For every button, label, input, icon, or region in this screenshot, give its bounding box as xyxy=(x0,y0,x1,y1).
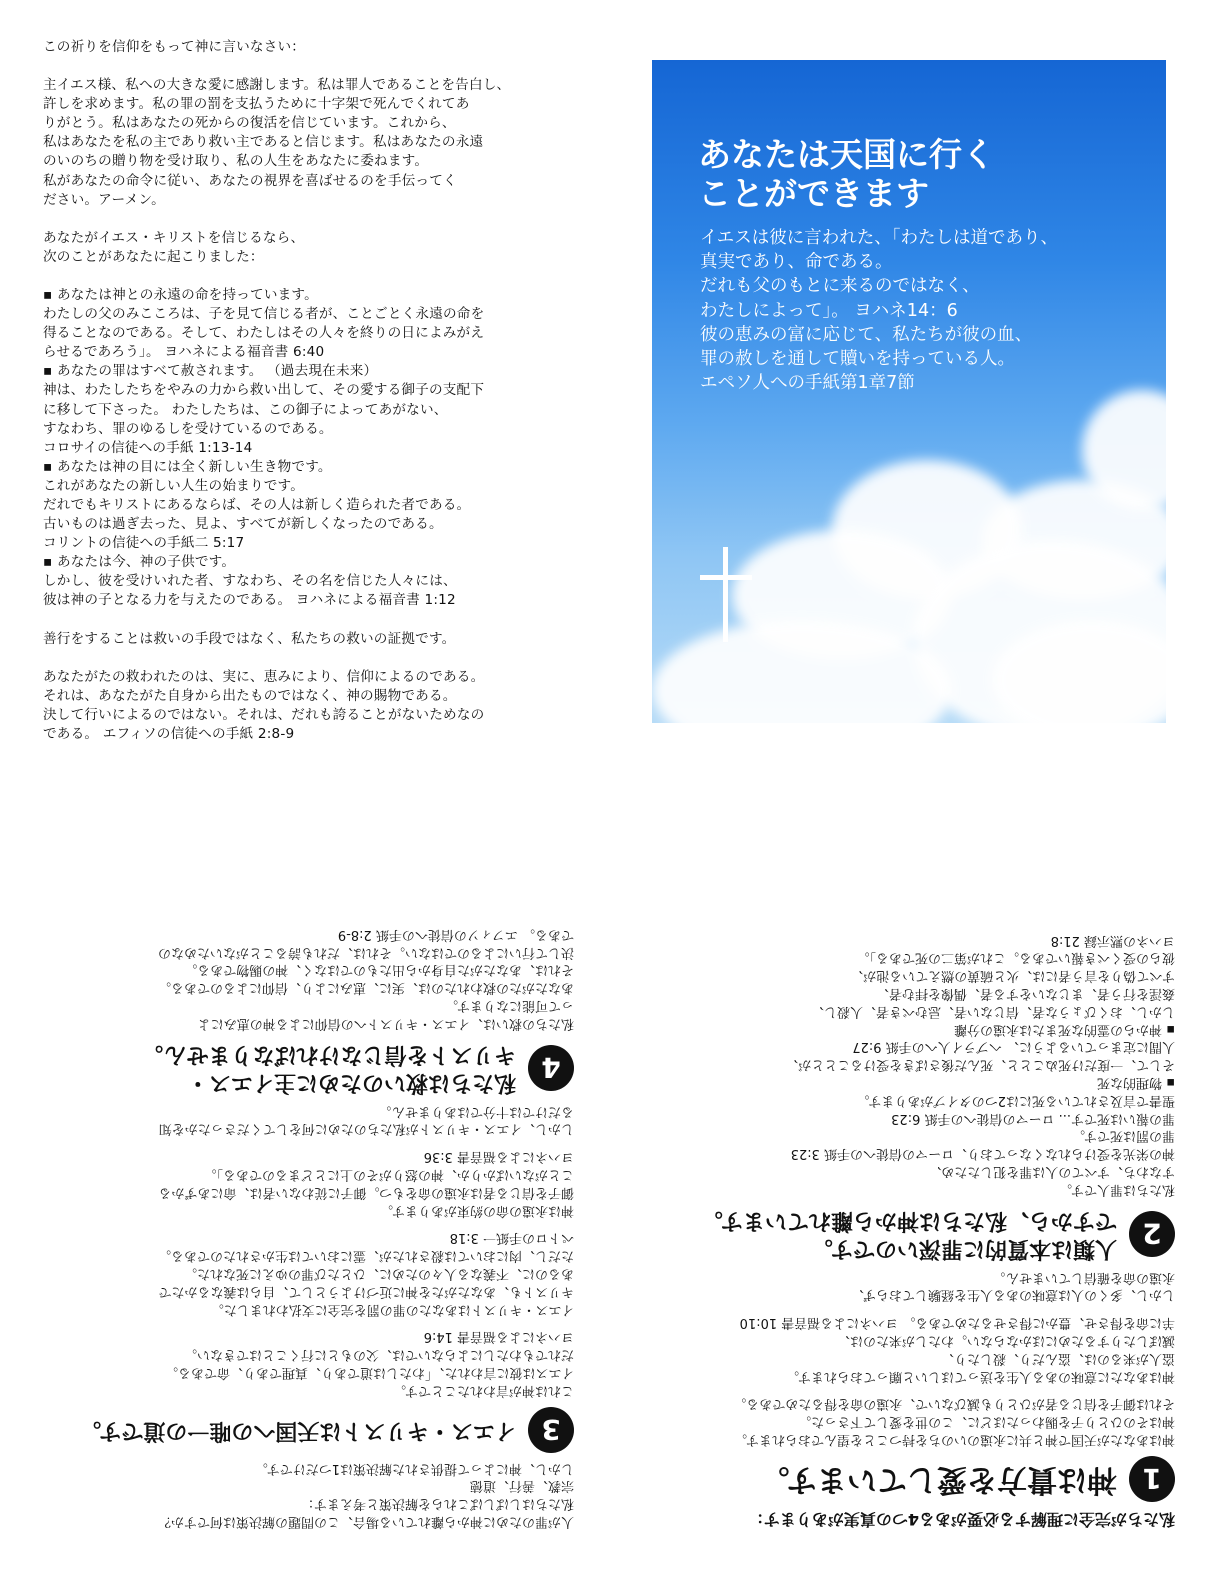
section-4-header xyxy=(44,1040,574,1096)
blessing-heading: ▪ あなたは神との永遠の命を持っています。 xyxy=(43,286,613,305)
blessing-line: しかし、彼を受けいれた者、すなわち、その名を信じた人々には、 xyxy=(43,573,457,590)
section-line: ヨハネの黙示録 21:8 xyxy=(1050,932,1175,948)
section-3-header xyxy=(44,1407,574,1453)
section-title: 神は貴方を愛しています。 xyxy=(759,1462,1117,1497)
prayer-line: 許しを求めます。私の罪の罰を支払うために十字架で死んでくれてあ xyxy=(43,96,470,113)
section-2-header xyxy=(620,1206,1175,1262)
panel-truths-1-2 xyxy=(620,790,1175,1530)
prayer-line: 私はあなたを私の主であり救い主であると信じます。私はあなたの永遠 xyxy=(43,134,484,151)
section-line: すなわち、すべての人は罪を犯したため、 xyxy=(928,1164,1175,1180)
section-line: 滅ぼしたりするためにほかならない。わたしが来たのは、 xyxy=(836,1333,1175,1349)
section-line: 人間に定まっているように、 ヘブライ人への手紙 9:27 xyxy=(852,1039,1175,1055)
section-line: 羊に命を得させ、豊かに得させるためである。 ヨハネによる福音書 10:10 xyxy=(739,1315,1175,1331)
cover-verse-line: イエスは彼に言われた、「わたしは道であり、 xyxy=(700,228,1059,248)
blessing-line: これがあなたの新しい人生の始まりです。 xyxy=(43,477,304,494)
blessing-heading: ▪ あなたは今、神の子供です。 xyxy=(43,553,613,572)
section-line: 御子を信じる者は永遠の命をもつ。御子に従わない者は、命にあずかる xyxy=(158,1184,574,1200)
cover-headline xyxy=(698,135,995,213)
section-line: 神はあなたに意味のある人生を送ってほしいと願っておられます。 xyxy=(786,1368,1175,1384)
section-line: しかし、イエス・キリストが私たちのために何をしてくださったかを知 xyxy=(158,1121,574,1137)
prayer-line: 私があなたの命令に従い、あなたの視界を喜ばせるのを手伝ってく xyxy=(43,172,457,189)
blessing-line: 神は、わたしたちをやみの力から救い出して、その愛する御子の支配下 xyxy=(43,382,485,399)
section-line: 神はそのひとり子を賜わったほどに、この世を愛して下さった。 xyxy=(798,1414,1175,1430)
cover-verse-line: 真実であり、命である。 xyxy=(700,252,893,273)
section-line: すべて偽りを言う者には、火と硫黄の燃えている池が、 xyxy=(850,968,1175,984)
section-line: これは神が言われたことです。 xyxy=(393,1382,574,1398)
section-line: 神は永遠の命の約束があります。 xyxy=(380,1202,574,1218)
section-line: 姦淫を行う者、まじないをする者、偶像を拝む者、 xyxy=(875,986,1175,1002)
section-line: 聖書で言及されている死には2つのタイプがあります。 xyxy=(856,1092,1175,1108)
section-number-badge: 1 xyxy=(1129,1456,1175,1502)
section-title: ですから、私たちは神から離れています。 xyxy=(700,1207,1117,1233)
section-line: 彼らの受くべき報いである。これが第二の死である」。 xyxy=(856,950,1175,966)
prayer-line: のいのちの贈り物を受け取り、私の人生をあなたに委ねます。 xyxy=(43,153,429,170)
cover-verse-line: だれも父のもとに来るのではなく、 xyxy=(700,276,980,297)
blessing-line: だれでもキリストにあるならば、その人は新しく造られた者である。 xyxy=(43,496,471,513)
section-line: 宗教、善行、道徳 xyxy=(469,1478,574,1494)
section-line: だれでもわたしによらないでは、父のもとに行くことはできない。 xyxy=(183,1347,574,1363)
section-line: ただし、肉においては殺されたが、霊においては生かされたのである。 xyxy=(157,1248,574,1264)
section-line: 私たちは罪人です。 xyxy=(1059,1181,1175,1197)
prayer-section xyxy=(43,38,613,744)
cover-verse-line: 彼の恵みの富に応じて、私たちが彼の血、 xyxy=(700,324,1033,345)
section-line: ペトロの手紙一 3:18 xyxy=(449,1230,574,1246)
section-title: 人類は本質的に罪深いのです。 xyxy=(810,1235,1117,1261)
blessing-line: コロサイの信徒への手紙 1:13-14 xyxy=(43,439,253,456)
section-1-header xyxy=(620,1456,1175,1502)
section-line: ヨハネによる福音書 14:6 xyxy=(423,1329,574,1345)
section-line: それは、あなたがた自身から出たものではなく、神の賜物である。 xyxy=(184,962,574,978)
cover-verse-line: 罪の赦しを通して贖いを持っている人。 xyxy=(700,349,1015,370)
saved-line: あなたがたの救われたのは、実に、恵みにより、信仰によるのである。 xyxy=(43,668,485,685)
prayer-line: ださい。アーメン。 xyxy=(43,191,165,208)
saved-line: それは、あなたがた自身から出たものではなく、神の賜物である。 xyxy=(43,687,457,704)
believe-line: あなたがイエス・キリストを信じるなら、 xyxy=(43,229,305,246)
section-line: 決して行いによるのではない。それは、だれも誇ることがないためなの xyxy=(157,944,574,960)
section-line: ▪ 物理的な死 xyxy=(1097,1075,1175,1091)
panel-intro: 私たちが完全に理解する必要がある4つの真実があります： xyxy=(747,1510,1175,1529)
blessing-line: わたしの父のみこころは、子を見て信じる者が、ことごとく永遠の命を xyxy=(43,306,485,323)
prayer-line: りがとう。私はあなたの死からの復活を信じています。これから、 xyxy=(43,115,456,132)
section-line: るだけでは十分ではありません。 xyxy=(378,1103,574,1119)
cover-verse-line: エペソ人への手紙第1章7節 xyxy=(700,373,915,394)
section-line: である。 エフィソの信徒への手紙 2:8-9 xyxy=(337,926,574,942)
section-line: イエスは彼に言われた、「わたしは道であり、真理であり、命である。 xyxy=(165,1365,574,1381)
section-line: しかし、おくびょうな者、信じない者、忌むべき者、人殺し、 xyxy=(810,1003,1175,1019)
section-line: 盗人が来るのは、盗んだり、殺したり、 xyxy=(940,1350,1175,1366)
blessing-line: に移して下さった。 わたしたちは、この御子によってあがない、 xyxy=(43,401,448,418)
section-line: そして、一度だけ死ぬことと、死んだ後さばきを受けることとが、 xyxy=(785,1057,1175,1073)
section-line: 人が罪のために神から離れている場合、この問題の解決策は何ですか？ xyxy=(157,1514,574,1529)
section-line: 神はあなたが天国で神と共に永遠のいのちを持つことを望んでおられます。 xyxy=(734,1432,1175,1447)
section-line: それは御子を信じる者がひとりも滅びないで、永遠の命を得るためである。 xyxy=(733,1396,1175,1412)
cover-verse xyxy=(700,226,1058,395)
section-number-badge: 3 xyxy=(528,1407,574,1453)
section-line: キリストも、あなたがたを神に近づけようとして、自らは義なるかたで xyxy=(158,1283,574,1299)
section-line: ▪ 神からの霊的な死または永遠の分離 xyxy=(954,1021,1175,1037)
section-title: キリストを信じなければなりません。 xyxy=(141,1041,516,1067)
section-line: 私たちはしばしばこれらを解決策と考えます： xyxy=(300,1496,574,1512)
section-number-badge: 2 xyxy=(1129,1211,1175,1257)
section-line: ヨハネによる福音書 3:36 xyxy=(423,1149,574,1165)
section-line: あるのに、不義なる人々のために、ひとたび罪のゆえに死なれた。 xyxy=(183,1266,574,1282)
blessing-line: 古いものは過ぎ去った、見よ、すべてが新しくなったのである。 xyxy=(43,516,443,533)
blessing-line: らせるであろう」。 ヨハネによる福音書 6:40 xyxy=(43,344,325,361)
section-title: 私たちは救いのために主イエス・ xyxy=(186,1069,516,1095)
blessing-heading: ▪ あなたの罪はすべて赦されます。 （過去現在未来） xyxy=(43,362,613,381)
good-works-line: 善行をすることは救いの手段ではなく、私たちの救いの証拠です。 xyxy=(43,630,456,647)
saved-line: 決して行いによるのではない。それは、だれも誇ることがないためなの xyxy=(43,706,485,723)
cover-headline-line: ことができます xyxy=(698,174,929,213)
saved-line: である。 エフィソの信徒への手紙 2:8-9 xyxy=(43,725,295,742)
section-number-badge: 4 xyxy=(528,1045,574,1091)
section-line: しかし、神によって提供された解決策は1つだけです。 xyxy=(254,1460,574,1476)
prayer-line: 主イエス様、私への大きな愛に感謝します。私は罪人であることを告白し、 xyxy=(43,77,511,94)
section-line: って可能になります。 xyxy=(445,998,574,1014)
believe-line: 次のことがあなたに起こりました： xyxy=(43,248,264,265)
section-line: あなたがたの救われたのは、実に、恵みにより、信仰によるのである。 xyxy=(157,980,574,996)
section-line: ことがないばかりか、神の怒りがその上にとどまるのである」。 xyxy=(203,1167,574,1183)
section-line: イエス・キリストはあなたの罪の罰を完全に支払われました。 xyxy=(210,1301,574,1317)
cover-image xyxy=(652,60,1166,723)
section-title: イエス・キリストは天国への唯一の道です。 xyxy=(79,1417,516,1443)
section-line: 罪の報いは死です... ローマの信徒への手紙 6:23 xyxy=(891,1110,1175,1126)
blessing-line: コリントの信徒への手紙二 5:17 xyxy=(43,535,245,552)
section-line: しかし、多くの人は意味のある人生を経験しておらず、 xyxy=(851,1287,1175,1303)
blessing-line: すなわち、罪のゆるしを受けているのである。 xyxy=(43,420,333,437)
blessing-heading: ▪ あなたは神の目には全く新しい生き物です。 xyxy=(43,458,613,477)
panel-truths-3-4 xyxy=(44,790,574,1530)
section-line: 罪の罰は死です。 xyxy=(1072,1128,1175,1144)
cover-verse-line: わたしによって」。 ヨハネ14：6 xyxy=(700,300,958,321)
section-line: 私たちの救いは、イエス・キリストへの信仰による神の恵みによ xyxy=(197,1015,574,1031)
section-line: 神の栄光を受けられなくなっており、ローマの信徒への手紙 3:23 xyxy=(790,1146,1175,1162)
prayer-intro: この祈りを信仰をもって神に言いなさい： xyxy=(43,39,306,55)
blessing-line: 得ることなのである。そして、わたしはその人々を終りの日によみがえ xyxy=(43,325,485,342)
cover-headline-line: あなたは天国に行く xyxy=(698,135,995,174)
blessing-line: 彼は神の子となる力を与えたのである。 ヨハネによる福音書 1:12 xyxy=(43,592,456,609)
section-line: 永遠の命を確信していません。 xyxy=(992,1269,1175,1285)
